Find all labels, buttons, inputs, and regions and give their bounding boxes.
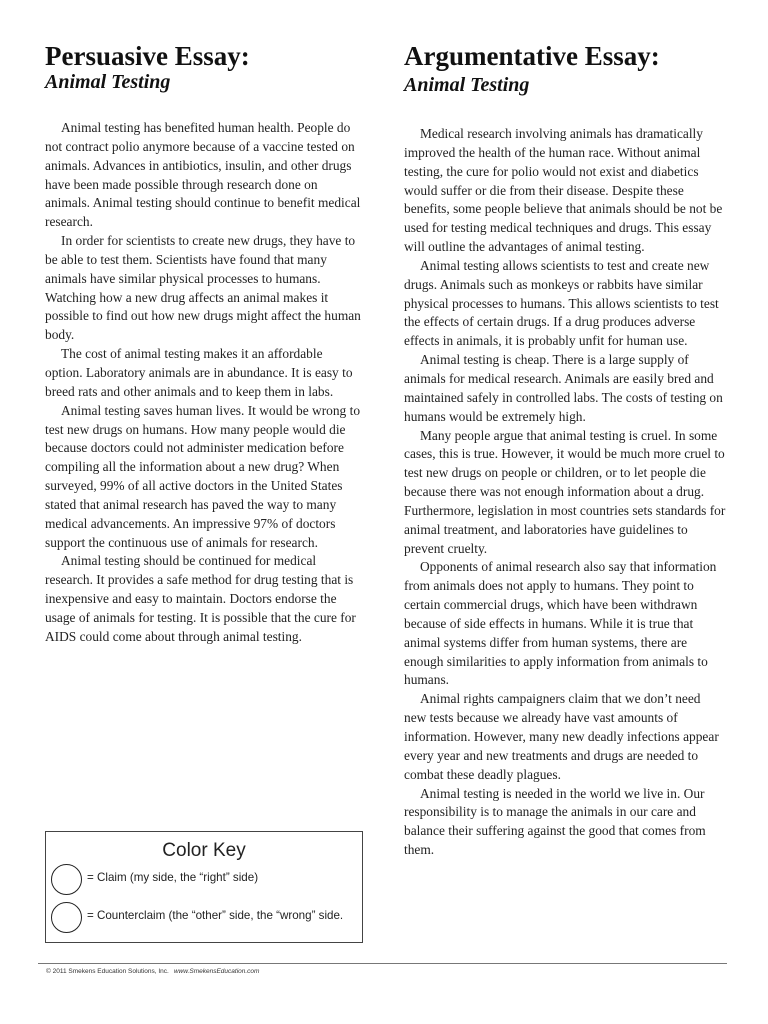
- paragraph: The cost of animal testing makes it an affordable option. Laboratory animals are in abundance. It is easy to breed rats and other animals and to keep them in labs.: [45, 346, 353, 399]
- paragraph: Many people argue that animal testing is cruel. In some cases, this is true. However, it would be much more cruel to test new drugs on people or children, or to let people die because there was not enough information about a drug. Furthermore, legislation in most countries sets standards for animal treatment, and laboratories have guidelines to prevent cruelty.: [404, 427, 726, 556]
- website-link[interactable]: www.SmekensEducation.com: [173, 968, 260, 975]
- counterclaim-color-circle: [51, 902, 82, 933]
- paragraph: Animal rights campaigners claim that we don’t need new tests because we already have vast amounts of information. However, many new deadly infections appear every year and new treatments and drugs are needed to combat these deadly plagues.: [404, 691, 719, 782]
- footer: [46, 968, 259, 975]
- argumentative-essay-title: Argumentative Essay:: [404, 41, 660, 71]
- persuasive-essay-subtitle: Animal Testing: [45, 71, 171, 93]
- argumentative-essay-body: [404, 125, 726, 860]
- paragraph: Medical research involving animals has dramatically improved the health of the human race. Without animal testing, the cure for polio would not exist and diabetics would suffer or die from their disease. Despite these benefits, some people believe that animals should be not be used for testing medical techniques and drugs. This essay will outline the advantages of animal testing.: [404, 126, 723, 255]
- argumentative-essay-subtitle: Animal Testing: [404, 74, 530, 96]
- claim-key-row: [51, 864, 363, 896]
- counterclaim-key-row: [51, 902, 363, 934]
- copyright-text: © 2011 Smekens Education Solutions, Inc.: [46, 968, 169, 975]
- counterclaim-label: = Counterclaim (the “other” side, the “wrong” side.: [87, 909, 344, 922]
- paragraph: Animal testing is cheap. There is a large supply of animals for medical research. Animals are easily bred and maintained safely in controlled labs. The costs of testing on humans would be extremely high.: [404, 352, 723, 424]
- paragraph: Animal testing should be continued for medical research. It provides a safe method for drug testing that is inexpensive and easy to maintain. Doctors endorse the usage of animals for testing. It is possible that the cure for AIDS could come about through animal testing.: [45, 553, 356, 644]
- paragraph: Opponents of animal research also say that information from animals does not apply to humans. They point to certain commercial drugs, which have been withdrawn because of side effects in humans. While it is true that animal systems differ from human systems, there are enough similarities to apply information from animals to humans.: [404, 559, 717, 688]
- persuasive-essay-column: [45, 40, 363, 647]
- color-key-box: [45, 831, 363, 943]
- claim-label: = Claim (my side, the “right” side): [87, 871, 259, 884]
- persuasive-essay-body: [45, 119, 363, 647]
- footer-divider: [38, 963, 727, 964]
- argumentative-essay-column: [404, 40, 726, 860]
- paragraph: Animal testing has benefited human health. People do not contract polio anymore because of a vaccine tested on animals. Advances in antibiotics, insulin, and other drugs have been made possible through research done on animals. Animal testing should continue to benefit medical research.: [45, 120, 361, 230]
- paragraph: Animal testing allows scientists to test and create new drugs. Animals such as monkeys or rabbits have similar physical processes to humans. This allows scientists to test the effects of certain drugs. If a drug produces adverse effects in animals, it is probably unfit for human use.: [404, 257, 719, 349]
- claim-color-circle: [51, 864, 82, 895]
- paragraph: In order for scientists to create new drugs, they have to be able to test them. Scientists have found that many animals have similar physical processes to humans. Watching how a new drug affects an animal makes it possible to find out how new drugs might affect the human body.: [45, 233, 361, 343]
- persuasive-essay-title: Persuasive Essay:: [45, 41, 250, 71]
- color-key-title: Color Key: [162, 840, 246, 861]
- paragraph: Animal testing is needed in the world we live in. Our responsibility is to manage the animals in our care and balance their suffering against the good that comes from them.: [404, 785, 706, 858]
- paragraph: Animal testing saves human lives. It would be wrong to test new drugs on humans. How many people would die because doctors could not administer medication before compiling all the information about a new drug? When surveyed, 99% of all active doctors in the United States stated that animal research has paved the way to many medical advancements. An impressive 97% of doctors support the continuous use of animals for research.: [45, 402, 361, 550]
